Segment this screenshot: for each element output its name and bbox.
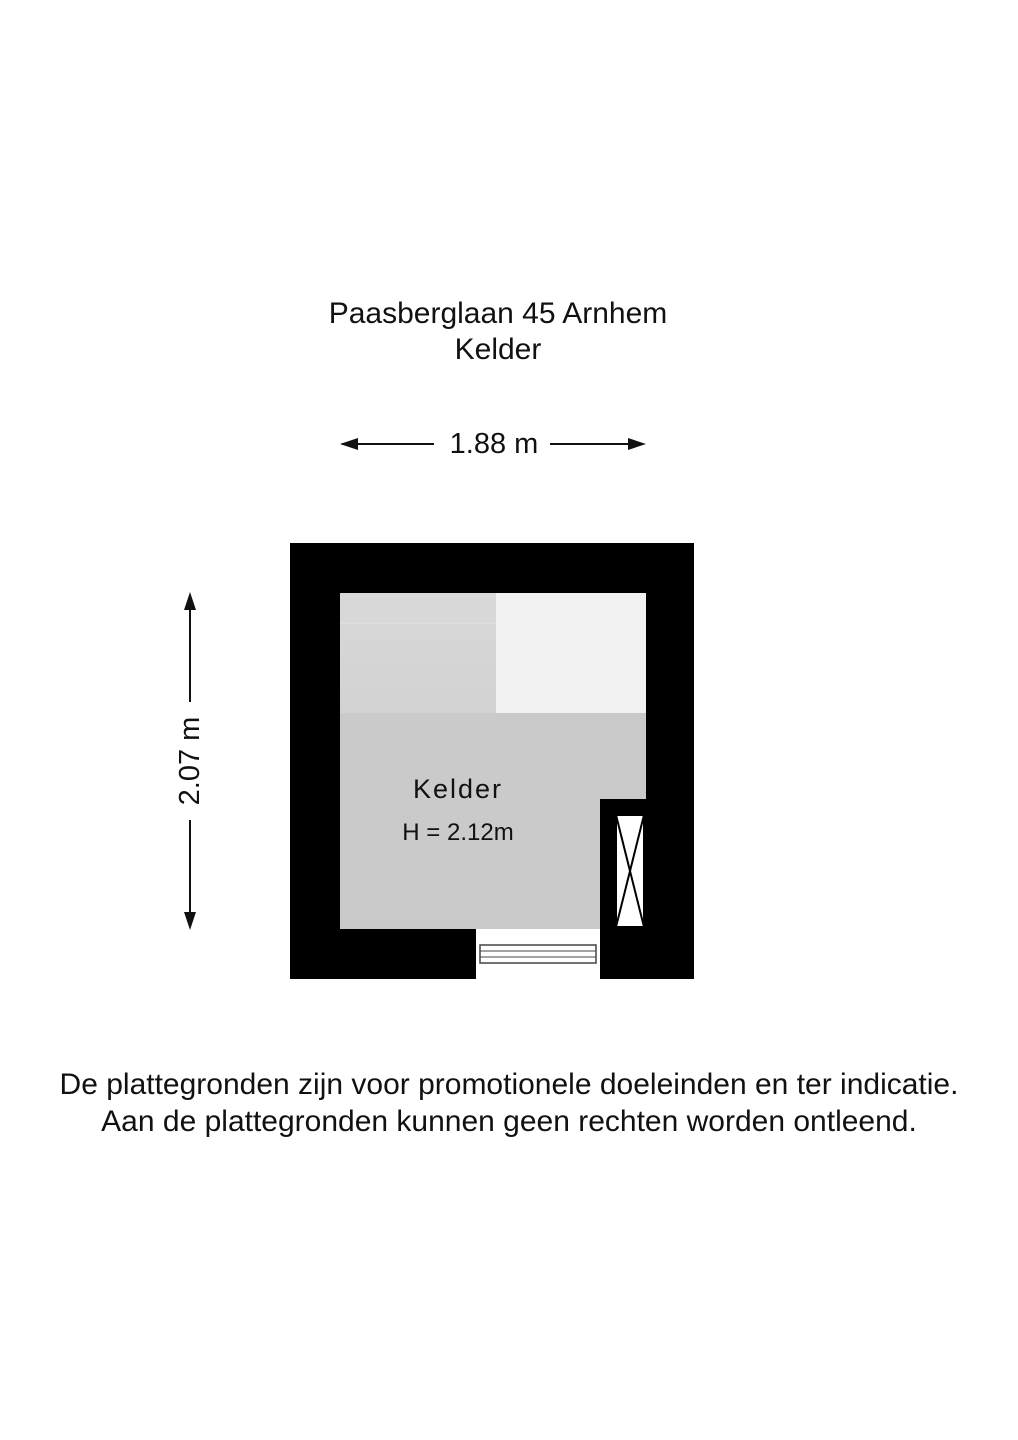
arrow-left-icon [340,438,358,450]
arrow-up-icon [184,592,196,610]
floor-name: Kelder [454,333,542,366]
depth-dimension [172,590,208,932]
plan-title-block [0,296,996,368]
door-frame [480,945,596,963]
arrow-right-icon [628,438,646,450]
disclaimer-line-2: Aan de plattegronden kunnen geen rechten worden ontleend. [101,1105,917,1138]
room-height: H = 2.12m [402,819,514,846]
disclaimer-line-1: De plattegronden zijn voor promotionele doeleinden en ter indicatie. [59,1068,959,1101]
width-dimension [338,426,648,462]
floor-plan [290,543,694,979]
width-label: 1.88 m [449,428,539,460]
depth-label: 2.07 m [174,716,206,806]
disclaimer [0,1066,1018,1140]
storage-shelf-right [496,593,646,713]
arrow-down-icon [184,912,196,930]
room-name: Kelder [412,774,504,804]
address-title: Paasberglaan 45 Arnhem [328,297,668,330]
storage-shelf-left [340,593,496,713]
